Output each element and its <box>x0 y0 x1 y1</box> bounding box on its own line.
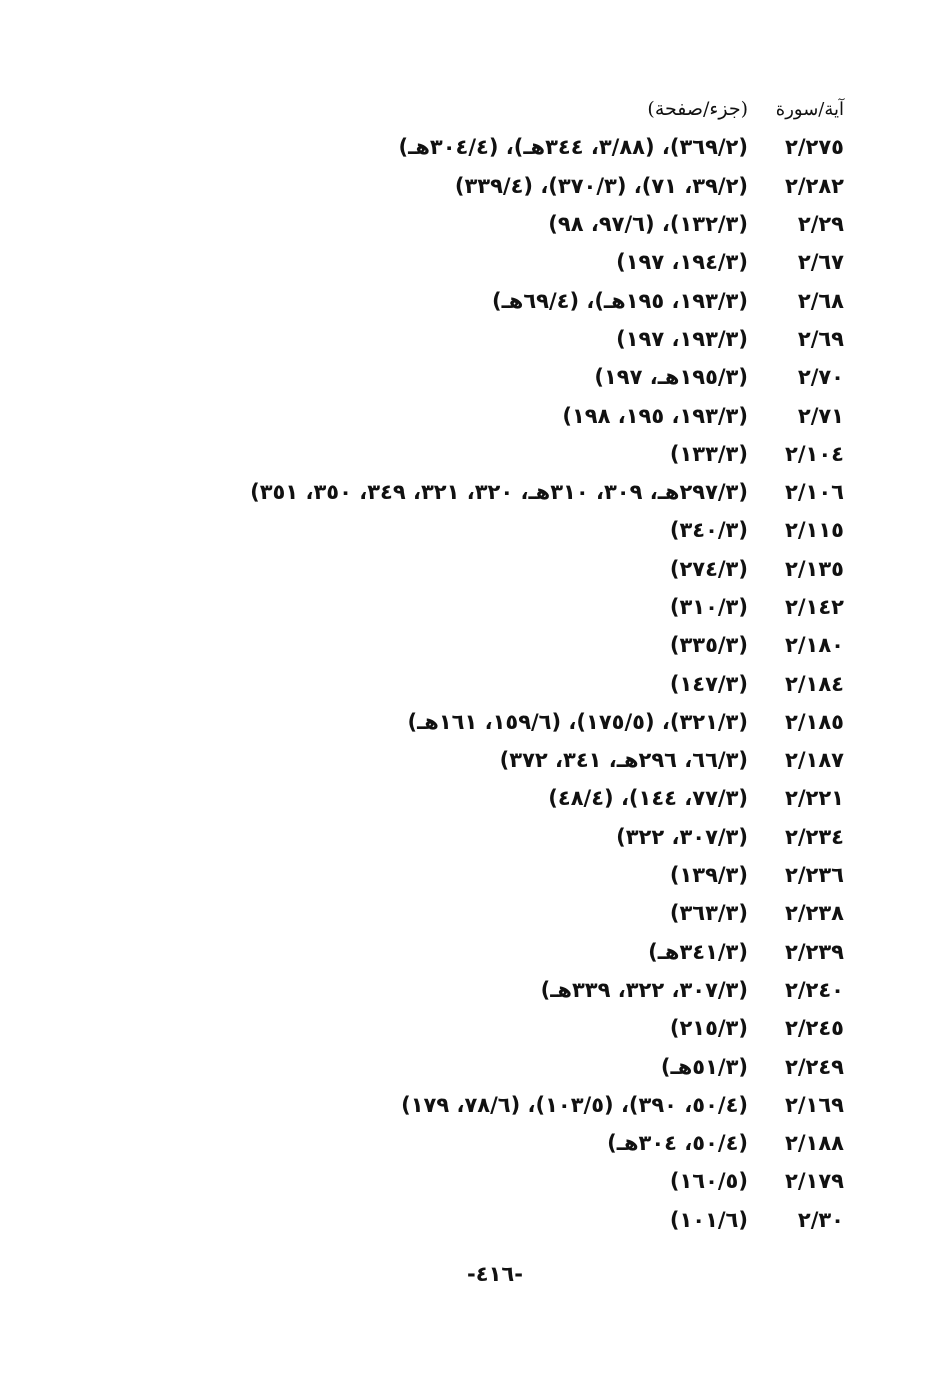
page-refs: (١٣٩/٣) <box>669 863 748 888</box>
verse-ref: ٢/١٧٩ <box>785 1169 844 1194</box>
page-refs: (٣٩/٢، ٧١)، (٣٧٠/٣)، (٣٣٩/٤) <box>454 173 748 198</box>
table-row <box>144 779 844 817</box>
page-number: -٤١٦- <box>467 1262 523 1286</box>
verse-ref: ٢/١٦٩ <box>785 1092 844 1117</box>
verse-ref: ٢/١٨٥ <box>785 709 844 734</box>
page-refs: (٣٦٩/٢)، (٣/٨٨، ٣٤٤هـ)، (٣٠٤/٤هـ) <box>398 135 748 160</box>
table-row <box>144 205 844 243</box>
table-row <box>144 1009 844 1047</box>
page-refs: (١٣٣/٣) <box>669 441 748 466</box>
page-refs: (١٤٧/٣) <box>669 671 748 696</box>
table-row <box>144 396 844 434</box>
verse-ref: ٢/٣٠ <box>797 1207 844 1232</box>
page-refs: (١٩٣/٣، ١٩٥، ١٩٨) <box>562 403 748 428</box>
table-row <box>144 320 844 358</box>
page-refs: (٣١٠/٣) <box>669 595 748 619</box>
page-refs: (٣٠٧/٣، ٣٢٢، ٣٣٩هـ) <box>540 977 748 1002</box>
verse-ref: ٢/١٣٥ <box>785 556 844 581</box>
table-row <box>144 741 844 779</box>
table-row <box>144 971 844 1009</box>
verse-ref: ٢/٢٣٩ <box>785 939 844 964</box>
page-refs: (٢١٥/٣) <box>669 1016 748 1041</box>
table-row <box>144 1047 844 1085</box>
page-refs: (٣٢١/٣)، (١٧٥/٥)، (١٥٩/٦، ١٦١هـ) <box>407 709 748 734</box>
refs-column-header: (جزء/صفحة) <box>647 98 748 121</box>
table-row <box>144 818 844 856</box>
verse-ref: ٢/١٨٧ <box>785 748 844 773</box>
page-refs: (٣٤٠/٣) <box>669 518 748 543</box>
verse-ref: ٢/٢٤٠ <box>785 977 844 1002</box>
page-refs: (٥١/٣هـ) <box>660 1054 748 1079</box>
verse-ref: ٢/١٠٤ <box>785 441 844 466</box>
page-refs: (٣٦٣/٣) <box>669 901 748 926</box>
page-refs: (٥٠/٤، ٣٩٠)، (١٠٣/٥)، (٧٨/٦، ١٧٩) <box>401 1092 748 1117</box>
table-row <box>144 933 844 971</box>
verse-ref: ٢/٢٣٦ <box>785 863 844 888</box>
page-refs: (٢٧٤/٣) <box>669 556 748 581</box>
verse-ref: ٢/٢٧٥ <box>785 135 844 160</box>
table-row <box>144 1201 844 1239</box>
table-row <box>144 703 844 741</box>
table-row <box>144 1162 844 1200</box>
verse-ref: ٢/١١٥ <box>785 518 844 543</box>
verse-ref: ٢/٢٣٨ <box>785 901 844 926</box>
table-row <box>144 167 844 205</box>
verse-index-table <box>144 90 844 1239</box>
page-refs: (١٩٤/٣، ١٩٧) <box>616 250 748 275</box>
verse-ref: ٢/١٨٠ <box>785 633 844 658</box>
verse-ref: ٢/٢٤٥ <box>785 1016 844 1041</box>
table-row <box>144 281 844 319</box>
page-refs: (١٣٢/٣)، (٩٧/٦، ٩٨) <box>548 212 748 237</box>
table-row <box>144 243 844 281</box>
verse-ref: ٢/١٨٤ <box>785 671 844 696</box>
page-refs: (١٦٠/٥) <box>669 1169 748 1194</box>
verse-ref: ٢/٦٧ <box>797 250 844 275</box>
page-refs: (٧٧/٣، ١٤٤)، (٤٨/٤) <box>548 786 748 811</box>
verse-ref: ٢/٢٨٢ <box>785 173 844 198</box>
verse-ref: ٢/١٤٢ <box>785 595 844 619</box>
table-row <box>144 856 844 894</box>
table-row <box>144 435 844 473</box>
verse-ref: ٢/٧٠ <box>797 365 844 390</box>
table-row <box>144 626 844 664</box>
page-refs: (٣٤١/٣هـ) <box>648 939 748 964</box>
verse-ref: ٢/٦٩ <box>797 326 844 351</box>
verse-column-header: آية/سورة <box>775 98 844 120</box>
table-row <box>144 473 844 511</box>
verse-ref: ٢/٢٤٩ <box>785 1054 844 1079</box>
table-row <box>144 128 844 166</box>
page-refs: (٢٩٧/٣هـ، ٣٠٩، ٣١٠هـ، ٣٢٠، ٣٢١، ٣٤٩، ٣٥٠، ٣٥١) <box>250 480 748 505</box>
verse-ref: ٢/١٠٦ <box>785 480 844 505</box>
page-refs: (١٩٥/٣هـ، ١٩٧) <box>594 365 748 390</box>
verse-ref: ٢/٦٨ <box>797 288 844 313</box>
verse-ref: ٢/٢٣٤ <box>785 824 844 849</box>
page-refs: (١٩٣/٣، ١٩٥هـ)، (٦٩/٤هـ) <box>491 288 748 313</box>
page-refs: (٥٠/٤، ٣٠٤هـ) <box>607 1131 748 1156</box>
page-refs: (٣٠٧/٣، ٣٢٢) <box>616 824 748 849</box>
table-row <box>144 511 844 549</box>
page-refs: (١٠١/٦) <box>669 1207 748 1232</box>
table-row <box>144 664 844 702</box>
table-row <box>144 588 844 626</box>
verse-ref: ٢/٢٢١ <box>785 786 844 811</box>
table-row <box>144 1124 844 1162</box>
verse-ref: ٢/٢٩ <box>797 212 844 237</box>
verse-ref: ٢/٧١ <box>797 403 844 428</box>
table-row <box>144 358 844 396</box>
table-header <box>144 90 844 128</box>
table-row <box>144 550 844 588</box>
table-row <box>144 894 844 932</box>
page-refs: (٦٦/٣، ٢٩٦هـ، ٣٤١، ٣٧٢) <box>499 748 748 773</box>
page-refs: (١٩٣/٣، ١٩٧) <box>616 326 748 351</box>
table-row <box>144 1086 844 1124</box>
verse-ref: ٢/١٨٨ <box>785 1131 844 1156</box>
page-refs: (٣٣٥/٣) <box>669 633 748 658</box>
